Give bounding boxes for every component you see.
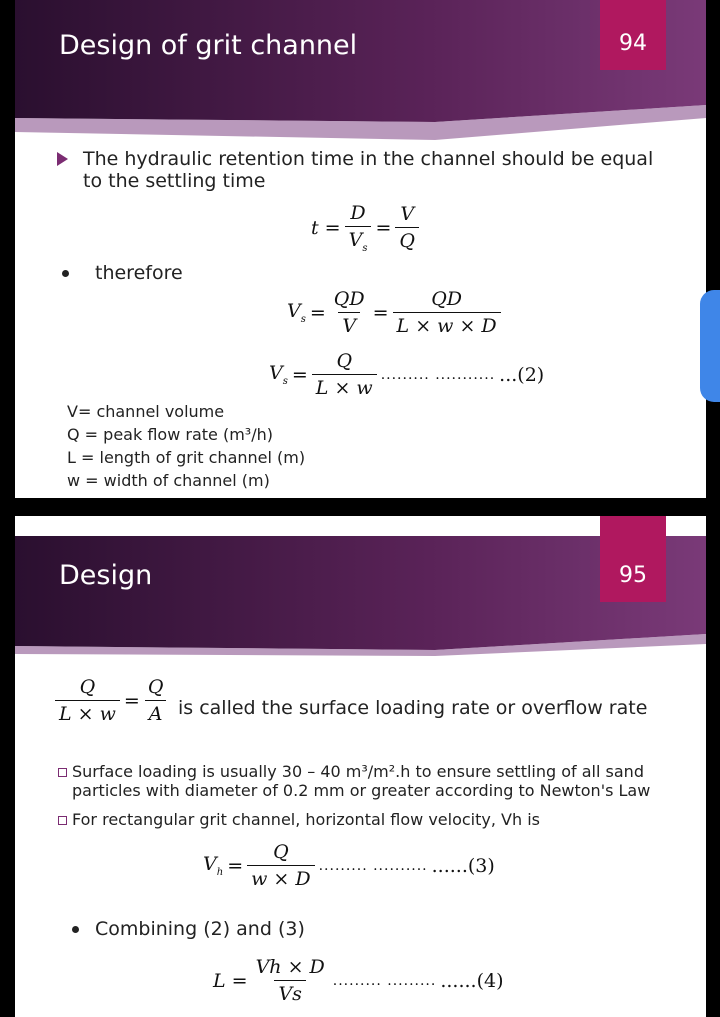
- equation-3: [203, 841, 495, 890]
- slide-number: 95: [600, 516, 666, 602]
- eq-sign: =: [372, 301, 389, 324]
- eq-lhs: V: [203, 853, 217, 876]
- equation-retention-time: [311, 202, 419, 254]
- eq-dots: ......... ...........: [380, 366, 496, 383]
- eq-sub: s: [300, 313, 306, 325]
- eq-ref: ......(3): [431, 854, 495, 877]
- slide-94: [15, 0, 706, 498]
- equation-2: [269, 350, 544, 399]
- equation-settling-velocity: [287, 288, 501, 337]
- slide-number: 94: [600, 0, 666, 70]
- scroll-handle[interactable]: [700, 290, 720, 402]
- eq-dots: ......... ..........: [318, 857, 428, 874]
- bullet-text: Surface loading is usually 30 – 40 m³/m².h to ensure settling of all sand particles with diameter of 0.2 mm or greater according to Newton's Law: [72, 762, 651, 800]
- eq-ref: ......(4): [440, 969, 504, 992]
- definitions-list: [67, 400, 305, 492]
- page-title: Design of grit channel: [59, 30, 358, 61]
- bullet-square-icon: [58, 816, 67, 825]
- eq-numerator: Vh × D: [255, 956, 325, 978]
- eq-denominator: L × w: [55, 700, 120, 725]
- eq-numerator: Q: [336, 350, 353, 372]
- equation-surface-loading: [55, 676, 167, 725]
- eq-numerator: QD: [431, 288, 462, 310]
- eq-sub: s: [282, 375, 288, 387]
- therefore-text: therefore: [95, 262, 183, 284]
- bullet-dot-icon: [72, 926, 79, 933]
- page-title: Design: [59, 560, 153, 591]
- eq-denominator: L × w × D: [393, 312, 501, 337]
- equation-4: [213, 956, 504, 1005]
- definition-item: Q = peak flow rate (m³/h): [67, 425, 273, 444]
- bullet-dot-icon: [62, 270, 69, 277]
- eq-sign: =: [375, 216, 392, 239]
- eq-numerator: Q: [147, 676, 164, 698]
- eq-numerator: V: [400, 203, 415, 226]
- eq-sign: =: [291, 363, 308, 386]
- eq-sub: s: [362, 242, 368, 254]
- eq-ref: ...(2): [499, 363, 545, 386]
- eq-denominator: V: [348, 229, 363, 251]
- eq-lhs: L =: [213, 969, 248, 992]
- definition-item: V= channel volume: [67, 402, 225, 421]
- eq-numerator: Q: [273, 841, 289, 863]
- eq-lhs: V: [269, 362, 283, 385]
- bullet-text: For rectangular grit channel, horizontal flow velocity, Vh is: [72, 810, 540, 829]
- eq-numerator: QD: [333, 288, 365, 310]
- slide-95: [15, 516, 706, 1017]
- eq-numerator: D: [350, 202, 366, 224]
- eq-sign: =: [123, 689, 140, 712]
- eq-denominator: V: [338, 312, 360, 337]
- eq-sign: =: [227, 854, 244, 877]
- combining-text: Combining (2) and (3): [95, 918, 305, 940]
- eq-denominator: L × w: [312, 374, 377, 399]
- surface-loading-text: is called the surface loading rate or overflow rate: [178, 697, 648, 719]
- bullet-triangle-icon: [57, 152, 68, 166]
- eq-lhs: V: [287, 300, 301, 323]
- eq-denominator: A: [145, 700, 167, 725]
- eq-denominator: w × D: [247, 865, 315, 890]
- eq-numerator: Q: [79, 676, 96, 698]
- eq-sub: h: [216, 866, 224, 878]
- eq-denominator: Q: [395, 227, 419, 252]
- eq-lhs: t =: [311, 216, 341, 239]
- eq-denominator: Vs: [274, 980, 305, 1005]
- definition-item: L = length of grit channel (m): [67, 448, 306, 467]
- bullet-text: The hydraulic retention time in the channel should be equal to the settling time: [83, 148, 654, 192]
- bullet-square-icon: [58, 768, 67, 777]
- eq-sign: =: [309, 301, 326, 324]
- eq-dots: ......... .........: [332, 972, 437, 989]
- definition-item: w = width of channel (m): [67, 471, 270, 490]
